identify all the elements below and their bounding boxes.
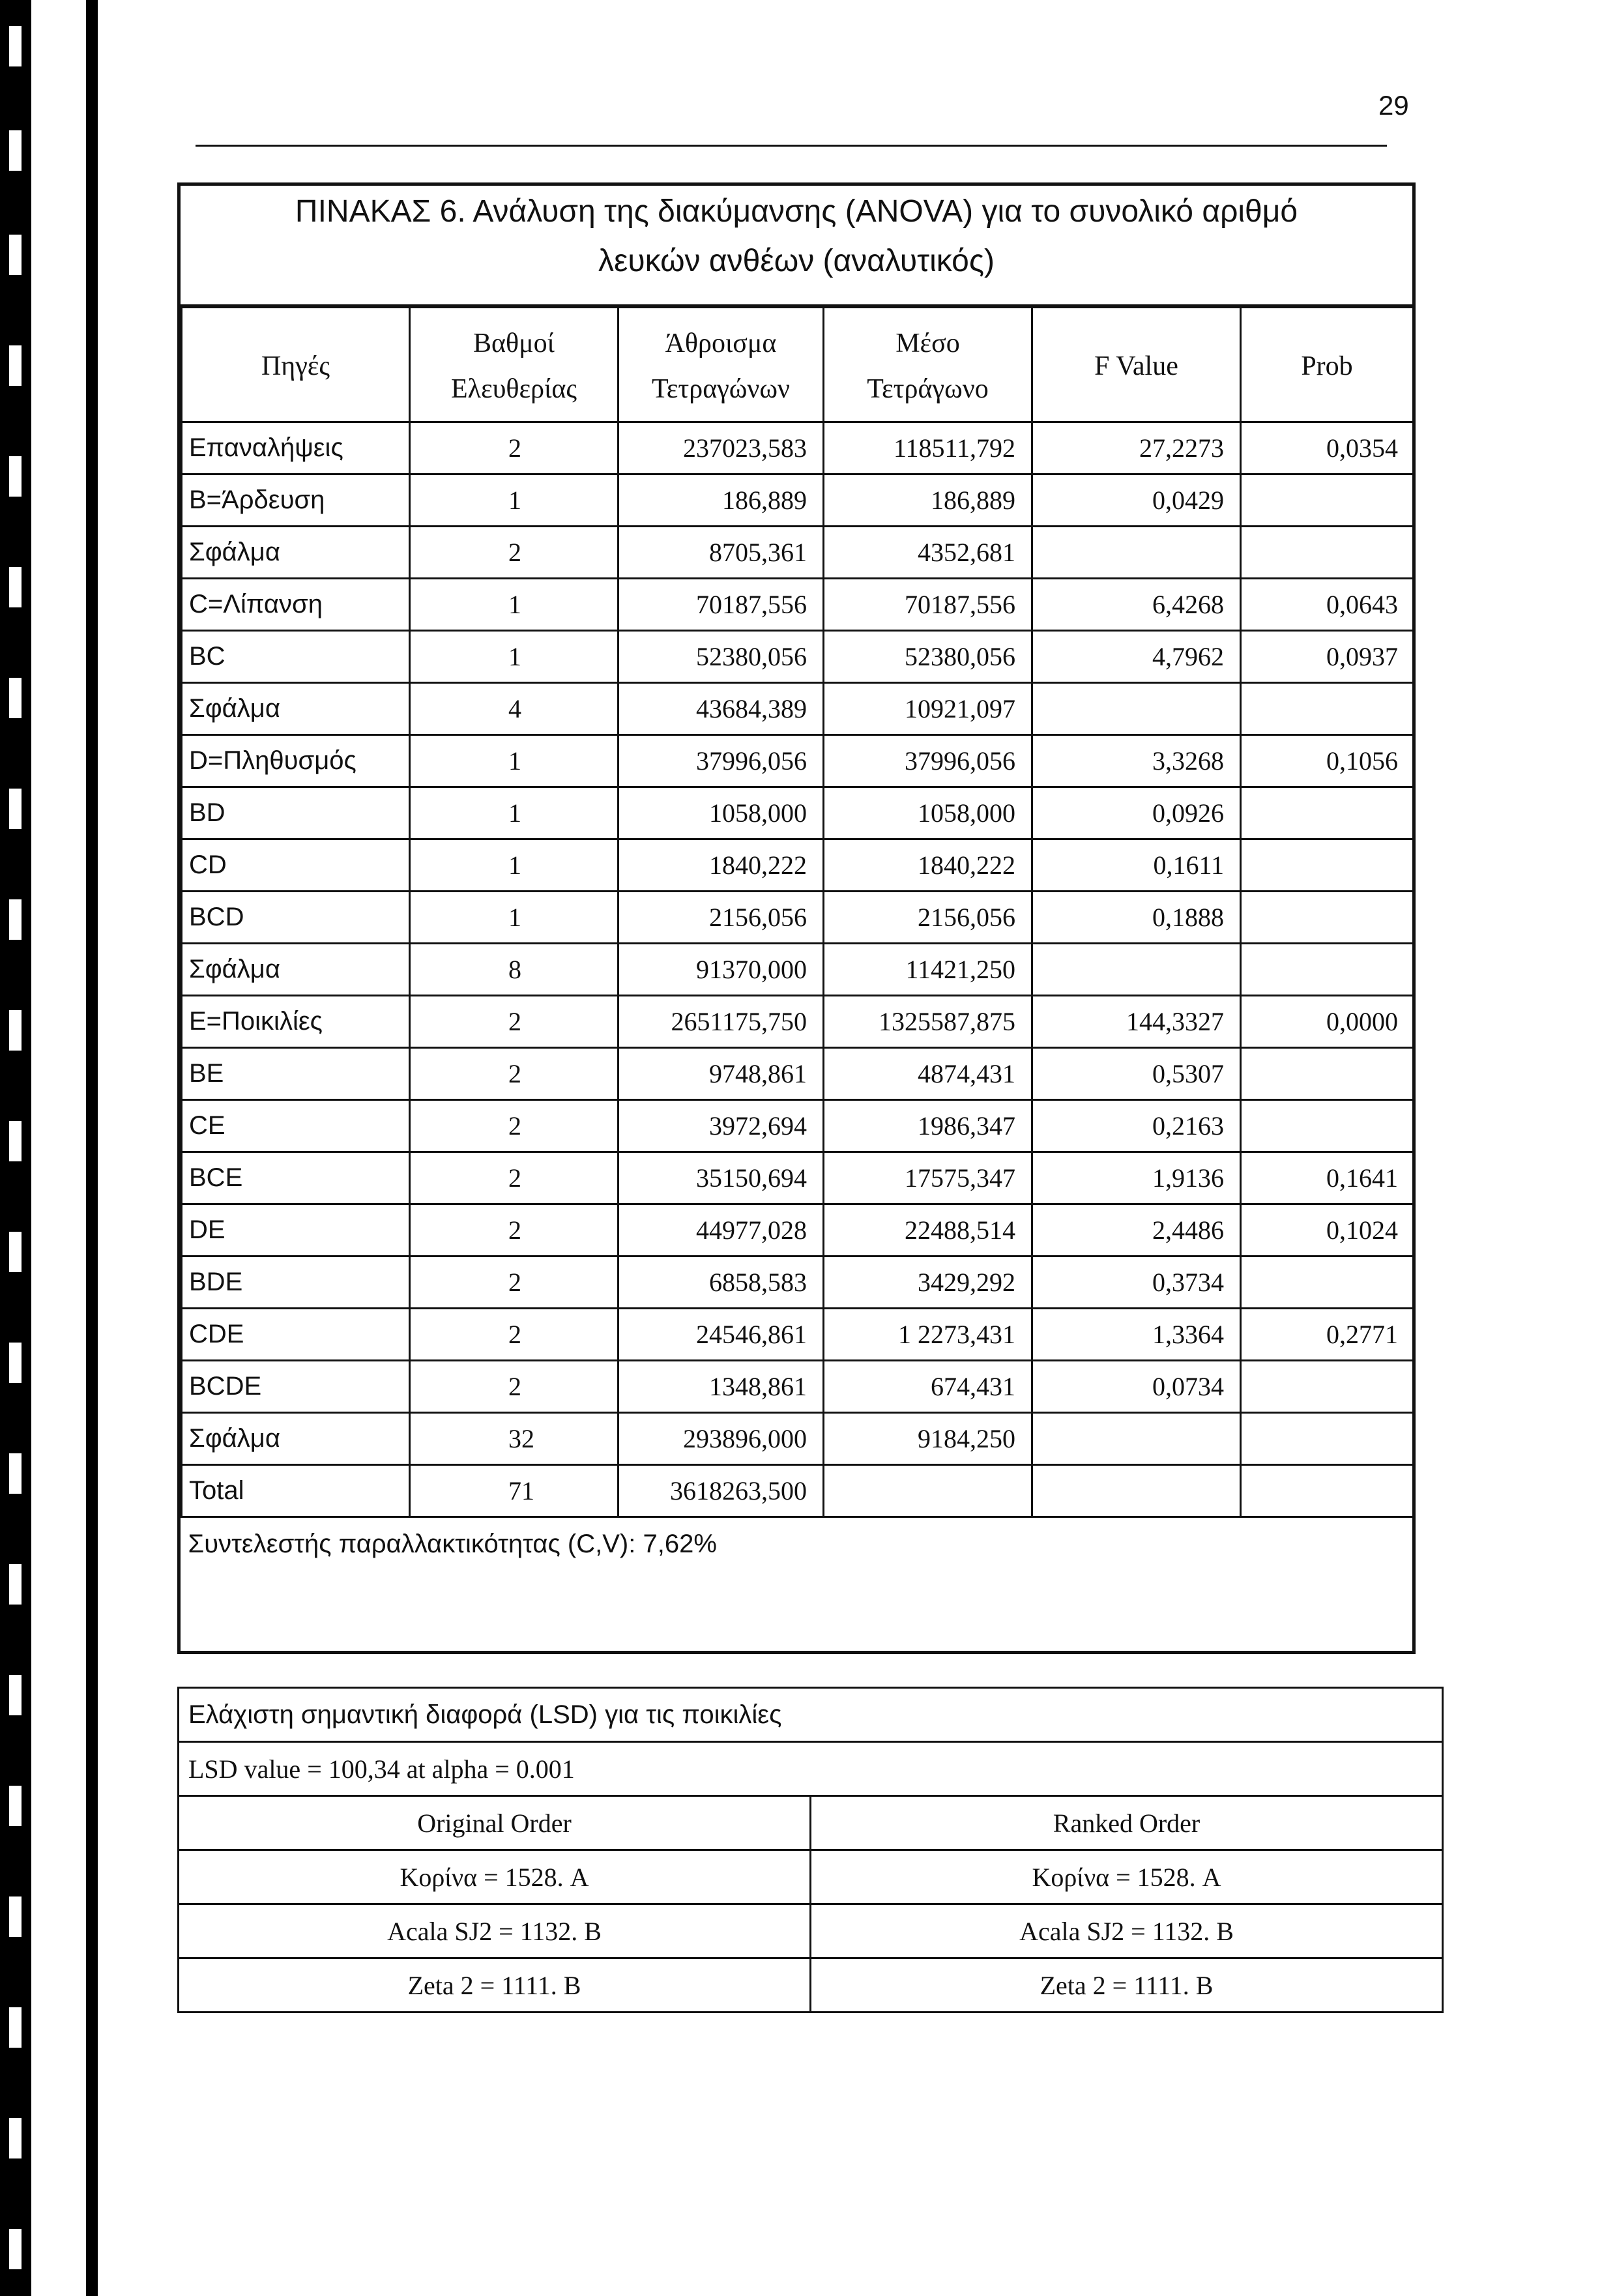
- ms-cell: 37996,056: [824, 735, 1032, 787]
- f-value-cell: 0,0926: [1032, 787, 1241, 839]
- df-cell: 1: [410, 579, 618, 631]
- ms-cell: 2156,056: [824, 892, 1032, 944]
- ss-cell: 35150,694: [618, 1152, 824, 1204]
- table-row: [182, 1048, 1414, 1100]
- df-cell: 2: [410, 1152, 618, 1204]
- ranked-order-cell: Κορίνα = 1528. A: [811, 1850, 1443, 1904]
- column-header: Μέσο Τετράγωνο: [824, 308, 1032, 422]
- source-cell: CDE: [182, 1309, 410, 1361]
- sprocket-hole: [9, 1453, 22, 1494]
- sprocket-hole: [9, 789, 22, 829]
- f-value-cell: [1032, 683, 1241, 735]
- f-value-cell: [1032, 944, 1241, 996]
- sprocket-hole: [9, 235, 22, 275]
- ss-cell: 37996,056: [618, 735, 824, 787]
- source-cell: BDE: [182, 1257, 410, 1309]
- source-cell: BCE: [182, 1152, 410, 1204]
- ss-cell: 91370,000: [618, 944, 824, 996]
- prob-cell: [1241, 1100, 1414, 1152]
- original-order-cell: Κορίνα = 1528. A: [179, 1850, 811, 1904]
- column-header: Prob: [1241, 308, 1414, 422]
- page-number: 29: [1378, 90, 1409, 121]
- empty-cell: [824, 1465, 1032, 1517]
- source-cell: E=Ποικιλίες: [182, 996, 410, 1048]
- f-value-cell: 0,5307: [1032, 1048, 1241, 1100]
- source-cell: DE: [182, 1204, 410, 1257]
- ss-cell: 24546,861: [618, 1309, 824, 1361]
- prob-cell: 0,0937: [1241, 631, 1414, 683]
- df-cell: 1: [410, 631, 618, 683]
- ranked-order-cell: Zeta 2 = 1111. B: [811, 1958, 1443, 2013]
- ms-cell: 11421,250: [824, 944, 1032, 996]
- header-row: [182, 308, 1414, 422]
- table-row: [182, 839, 1414, 892]
- ms-cell: 70187,556: [824, 579, 1032, 631]
- df-cell: 2: [410, 1048, 618, 1100]
- df-cell: 1: [410, 892, 618, 944]
- source-cell: BE: [182, 1048, 410, 1100]
- ms-cell: 186,889: [824, 474, 1032, 527]
- ms-cell: 1986,347: [824, 1100, 1032, 1152]
- df-cell: 2: [410, 422, 618, 474]
- source-cell: Επαναλήψεις: [182, 422, 410, 474]
- ms-cell: 4352,681: [824, 527, 1032, 579]
- sprocket-hole: [9, 899, 22, 940]
- lsd-row: [179, 1850, 1443, 1904]
- cv-row: [182, 1517, 1414, 1571]
- sprocket-hole: [9, 26, 22, 66]
- column-header: Πηγές: [182, 308, 410, 422]
- prob-cell: [1241, 1361, 1414, 1413]
- table-row: [182, 944, 1414, 996]
- column-header: Άθροισμα Τετραγώνων: [618, 308, 824, 422]
- df-cell: 8: [410, 944, 618, 996]
- table-row: [182, 422, 1414, 474]
- source-cell: D=Πληθυσμός: [182, 735, 410, 787]
- source-cell: Σφάλμα: [182, 527, 410, 579]
- ss-cell: 237023,583: [618, 422, 824, 474]
- ms-cell: 17575,347: [824, 1152, 1032, 1204]
- ms-cell: 4874,431: [824, 1048, 1032, 1100]
- total-df: 71: [410, 1465, 618, 1517]
- ms-cell: 1325587,875: [824, 996, 1032, 1048]
- table-row: [182, 683, 1414, 735]
- table-title: ΠΙΝΑΚΑΣ 6. Ανάλυση της διακύμανσης (ANOVA) για το συνολικό αριθμό: [295, 194, 1298, 229]
- scan-border: [86, 0, 98, 2296]
- source-cell: Σφάλμα: [182, 944, 410, 996]
- df-cell: 2: [410, 1257, 618, 1309]
- column-header: F Value: [1032, 308, 1241, 422]
- total-ss: 3618263,500: [618, 1465, 824, 1517]
- sprocket-hole: [9, 1010, 22, 1051]
- ranked-order-header: Ranked Order: [811, 1796, 1443, 1850]
- source-cell: BC: [182, 631, 410, 683]
- prob-cell: 0,1641: [1241, 1152, 1414, 1204]
- total-label: Total: [182, 1465, 410, 1517]
- source-cell: CE: [182, 1100, 410, 1152]
- table-row: [182, 1361, 1414, 1413]
- ss-cell: 1348,861: [618, 1361, 824, 1413]
- sprocket-hole: [9, 1564, 22, 1605]
- df-cell: 1: [410, 839, 618, 892]
- ms-cell: 1 2273,431: [824, 1309, 1032, 1361]
- sprocket-hole: [9, 2118, 22, 2158]
- df-cell: 2: [410, 1361, 618, 1413]
- original-order-header: Original Order: [179, 1796, 811, 1850]
- ms-cell: 1058,000: [824, 787, 1032, 839]
- ss-cell: 52380,056: [618, 631, 824, 683]
- ss-cell: 6858,583: [618, 1257, 824, 1309]
- cv-note: Συντελεστής παραλλακτικότητας (C,V): 7,62%: [188, 1529, 717, 1558]
- ss-cell: 293896,000: [618, 1413, 824, 1465]
- table-row: [182, 474, 1414, 527]
- sprocket-hole: [9, 1232, 22, 1272]
- sprocket-hole: [9, 567, 22, 607]
- f-value-cell: 0,0734: [1032, 1361, 1241, 1413]
- df-cell: 1: [410, 474, 618, 527]
- lsd-value-row: [179, 1742, 1443, 1796]
- f-value-cell: 144,3327: [1032, 996, 1241, 1048]
- sprocket-hole: [9, 1121, 22, 1161]
- table-row: [182, 1257, 1414, 1309]
- table-row: [182, 735, 1414, 787]
- sprocket-hole: [9, 345, 22, 386]
- ss-cell: 2156,056: [618, 892, 824, 944]
- sprocket-hole: [9, 1896, 22, 1937]
- df-cell: 1: [410, 735, 618, 787]
- prob-cell: [1241, 1257, 1414, 1309]
- table-row: [182, 1204, 1414, 1257]
- ms-cell: 52380,056: [824, 631, 1032, 683]
- ss-cell: 1840,222: [618, 839, 824, 892]
- ss-cell: 3972,694: [618, 1100, 824, 1152]
- df-cell: 2: [410, 1100, 618, 1152]
- prob-cell: [1241, 683, 1414, 735]
- lsd-header-row: [179, 1796, 1443, 1850]
- prob-cell: [1241, 527, 1414, 579]
- ms-cell: 9184,250: [824, 1413, 1032, 1465]
- anova-table: [181, 306, 1414, 1570]
- f-value-cell: 0,1611: [1032, 839, 1241, 892]
- lsd-row: [179, 1958, 1443, 2013]
- f-value-cell: [1032, 527, 1241, 579]
- source-cell: Σφάλμα: [182, 683, 410, 735]
- table-row: [182, 527, 1414, 579]
- source-cell: Σφάλμα: [182, 1413, 410, 1465]
- original-order-cell: Zeta 2 = 1111. B: [179, 1958, 811, 2013]
- prob-cell: 0,0643: [1241, 579, 1414, 631]
- sprocket-hole: [9, 1675, 22, 1715]
- table-row: [182, 892, 1414, 944]
- table-row: [182, 631, 1414, 683]
- ms-cell: 3429,292: [824, 1257, 1032, 1309]
- sprocket-hole: [9, 1786, 22, 1826]
- table-row: [182, 1309, 1414, 1361]
- sprocket-hole: [9, 2229, 22, 2269]
- f-value-cell: 0,1888: [1032, 892, 1241, 944]
- anova-table-frame: [177, 182, 1416, 1654]
- sprocket-hole: [9, 456, 22, 497]
- film-strip-left: [0, 0, 31, 2296]
- source-cell: BD: [182, 787, 410, 839]
- df-cell: 1: [410, 787, 618, 839]
- source-cell: B=Άρδευση: [182, 474, 410, 527]
- table-row: [182, 787, 1414, 839]
- df-cell: 32: [410, 1413, 618, 1465]
- f-value-cell: [1032, 1413, 1241, 1465]
- df-cell: 4: [410, 683, 618, 735]
- ss-cell: 9748,861: [618, 1048, 824, 1100]
- empty-cell: [1032, 1465, 1241, 1517]
- lsd-table: [177, 1687, 1444, 2013]
- lsd-title-row: [179, 1688, 1443, 1742]
- ms-cell: 674,431: [824, 1361, 1032, 1413]
- f-value-cell: 4,7962: [1032, 631, 1241, 683]
- ms-cell: 1840,222: [824, 839, 1032, 892]
- ms-cell: 118511,792: [824, 422, 1032, 474]
- column-header: Βαθμοί Ελευθερίας: [410, 308, 618, 422]
- original-order-cell: Acala SJ2 = 1132. B: [179, 1904, 811, 1958]
- lsd-value: LSD value = 100,34 at alpha = 0.001: [179, 1742, 1443, 1796]
- source-cell: BCDE: [182, 1361, 410, 1413]
- prob-cell: 0,1024: [1241, 1204, 1414, 1257]
- df-cell: 2: [410, 527, 618, 579]
- table-row: [182, 1152, 1414, 1204]
- prob-cell: [1241, 1413, 1414, 1465]
- f-value-cell: 6,4268: [1032, 579, 1241, 631]
- lsd-title: Ελάχιστη σημαντική διαφορά (LSD) για τις ποικιλίες: [179, 1688, 1443, 1742]
- lsd-row: [179, 1904, 1443, 1958]
- table-row: [182, 1413, 1414, 1465]
- f-value-cell: 27,2273: [1032, 422, 1241, 474]
- prob-cell: 0,0000: [1241, 996, 1414, 1048]
- ss-cell: 8705,361: [618, 527, 824, 579]
- table-row: [182, 996, 1414, 1048]
- f-value-cell: 0,0429: [1032, 474, 1241, 527]
- source-cell: CD: [182, 839, 410, 892]
- ss-cell: 1058,000: [618, 787, 824, 839]
- prob-cell: [1241, 787, 1414, 839]
- f-value-cell: 1,9136: [1032, 1152, 1241, 1204]
- ss-cell: 43684,389: [618, 683, 824, 735]
- sprocket-hole: [9, 2007, 22, 2048]
- prob-cell: 0,1056: [1241, 735, 1414, 787]
- table-row: [182, 1100, 1414, 1152]
- ranked-order-cell: Acala SJ2 = 1132. B: [811, 1904, 1443, 1958]
- f-value-cell: 2,4486: [1032, 1204, 1241, 1257]
- df-cell: 2: [410, 1204, 618, 1257]
- table-row: [182, 579, 1414, 631]
- f-value-cell: 3,3268: [1032, 735, 1241, 787]
- table-subtitle: λευκών ανθέων (αναλυτικός): [598, 244, 995, 278]
- prob-cell: 0,0354: [1241, 422, 1414, 474]
- prob-cell: [1241, 474, 1414, 527]
- source-cell: BCD: [182, 892, 410, 944]
- ss-cell: 70187,556: [618, 579, 824, 631]
- f-value-cell: 1,3364: [1032, 1309, 1241, 1361]
- prob-cell: [1241, 1048, 1414, 1100]
- prob-cell: [1241, 892, 1414, 944]
- prob-cell: [1241, 839, 1414, 892]
- ms-cell: 22488,514: [824, 1204, 1032, 1257]
- sprocket-hole: [9, 1343, 22, 1383]
- prob-cell: [1241, 944, 1414, 996]
- ms-cell: 10921,097: [824, 683, 1032, 735]
- empty-cell: [1241, 1465, 1414, 1517]
- f-value-cell: 0,2163: [1032, 1100, 1241, 1152]
- f-value-cell: 0,3734: [1032, 1257, 1241, 1309]
- df-cell: 2: [410, 996, 618, 1048]
- ss-cell: 44977,028: [618, 1204, 824, 1257]
- total-row: [182, 1465, 1414, 1517]
- df-cell: 2: [410, 1309, 618, 1361]
- sprocket-hole: [9, 678, 22, 718]
- header-rule: [196, 145, 1387, 147]
- ss-cell: 186,889: [618, 474, 824, 527]
- sprocket-hole: [9, 130, 22, 171]
- source-cell: C=Λίπανση: [182, 579, 410, 631]
- prob-cell: 0,2771: [1241, 1309, 1414, 1361]
- ss-cell: 2651175,750: [618, 996, 824, 1048]
